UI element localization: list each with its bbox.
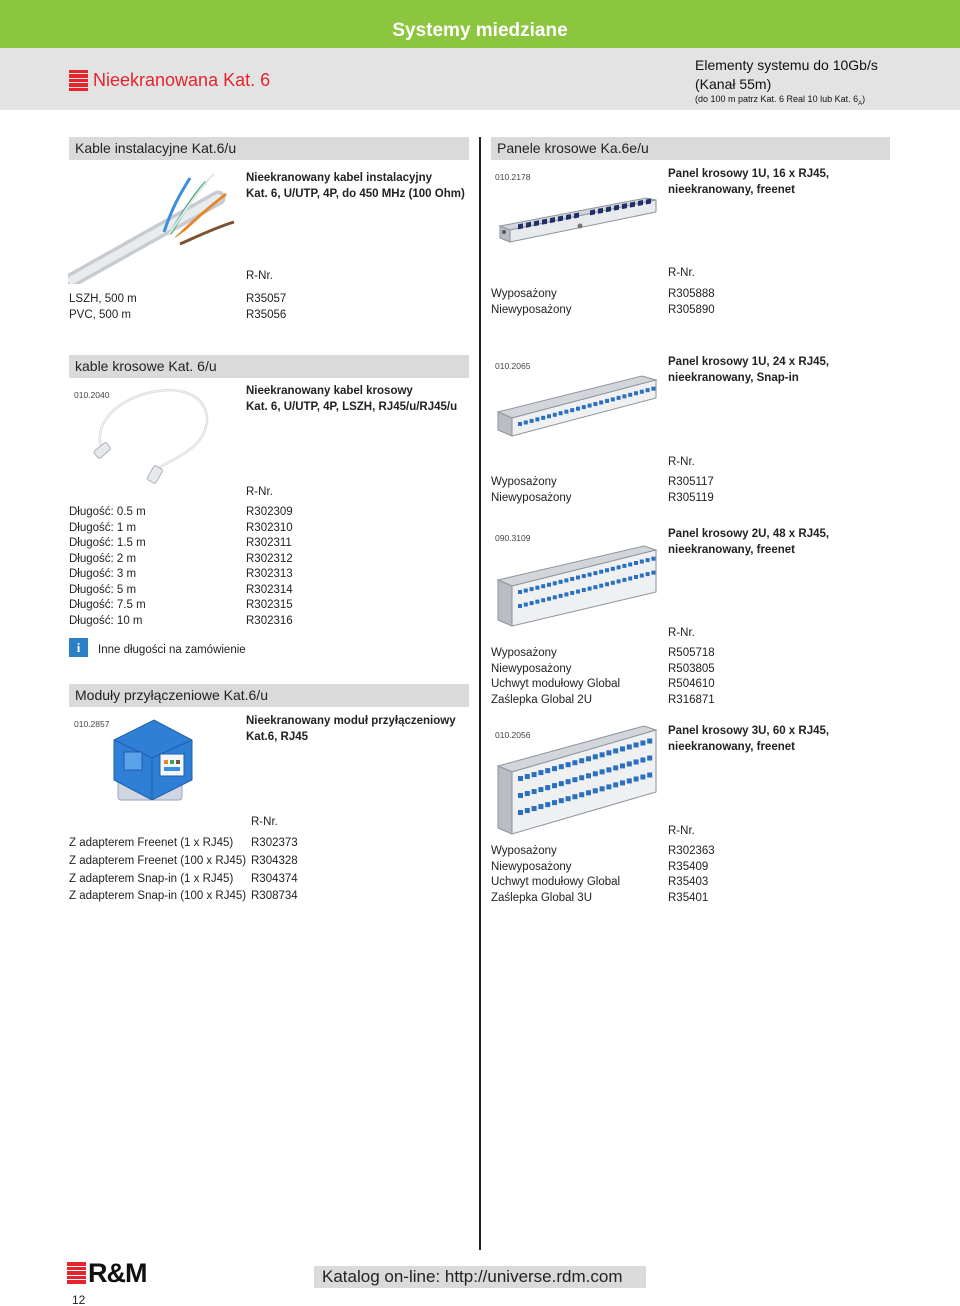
rj45-port-icon [525, 791, 530, 796]
patch-code: 010.2040 [74, 390, 110, 400]
rj45-port-icon [640, 775, 645, 780]
rj45-port-icon [547, 414, 551, 418]
rj45-port-icon [524, 589, 528, 593]
rj45-port-icon [535, 417, 539, 421]
panel4-codes: R302363 R35409 R35403 R35401 [668, 845, 715, 904]
panel4-code: 010.2056 [495, 730, 531, 740]
rj45-port-icon [579, 775, 584, 780]
rj45-port-icon [593, 402, 597, 406]
rj45-port-icon [564, 410, 568, 414]
rj45-port-icon [538, 787, 543, 792]
rj45-port-icon [634, 776, 639, 781]
rj45-port-icon [647, 739, 652, 744]
panel4-options: Wyposażony Niewyposażony Uchwyt modułowy Global Zaślepka Global 3U [491, 845, 621, 904]
rj45-port-icon [532, 806, 537, 811]
rj45-port-icon [518, 793, 523, 798]
rj45-port-icon [545, 802, 550, 807]
rj45-port-icon [606, 784, 611, 789]
rj45-port-icon [530, 587, 534, 591]
rj45-port-icon [524, 420, 528, 424]
rj45-port-icon [640, 560, 644, 564]
rj45-port-icon [651, 387, 655, 391]
rj45-port-icon [646, 558, 650, 562]
brand-stripes-icon [69, 70, 88, 91]
column-divider [479, 137, 481, 1250]
rj45-port-icon [622, 578, 626, 582]
brand-stripes-icon [67, 1262, 86, 1284]
banner-title: Systemy miedziane [392, 20, 568, 41]
modules-options: Z adapterem Freenet (1 x RJ45) Z adapterem Freenet (100 x RJ45) Z adapterem Snap-in (1 x RJ45) Z adapterem Snap-in (100 x RJ45) [69, 837, 247, 903]
rj45-port-icon [588, 587, 592, 591]
rj45-port-icon [530, 419, 534, 423]
rj45-port-icon [518, 810, 523, 815]
rj45-port-icon [518, 604, 522, 608]
installation-cable-image [68, 168, 240, 284]
cables-codes: R35057 R35056 [246, 293, 287, 321]
rj45-port-icon [552, 766, 557, 771]
patch-panel-24-image [494, 372, 660, 440]
rj45-port-icon [605, 399, 609, 403]
rj45-port-icon [606, 767, 611, 772]
panel1-options: Wyposażony Niewyposażony [491, 288, 572, 316]
rj45-port-icon [535, 586, 539, 590]
rj45-port-icon [570, 577, 574, 581]
rj45-port-icon [572, 794, 577, 799]
rj45-port-icon [559, 580, 563, 584]
rj45-port-icon [553, 413, 557, 417]
rj45-port-icon [582, 405, 586, 409]
rnr-label: R-Nr. [668, 825, 695, 837]
rj45-port-icon [634, 759, 639, 764]
panel4-description: Panel krosowy 3U, 60 x RJ45, nieekranowany, freenet [668, 725, 830, 753]
patch-lengths: Długość: 0.5 m Długość: 1 m Długość: 1.5 m Długość: 2 m Długość: 3 m Długość: 5 m Długość: 7.5 m Długość: 10 m [69, 506, 146, 627]
rj45-port-icon [579, 758, 584, 763]
rj45-port-icon [538, 770, 543, 775]
rj45-port-icon [600, 769, 605, 774]
rj45-port-icon [620, 746, 625, 751]
rj45-port-icon [600, 752, 605, 757]
rj45-port-icon [524, 603, 528, 607]
rj45-port-icon [613, 748, 618, 753]
patch-codes: R302309 R302310 R302311 R302312 R302313 R302314 R302315 R302316 [246, 506, 293, 627]
rj45-port-icon [570, 591, 574, 595]
rj45-port-icon [593, 571, 597, 575]
rj45-port-icon [634, 561, 638, 565]
rj45-port-icon [634, 575, 638, 579]
rj45-port-icon [640, 741, 645, 746]
rj45-port-icon [553, 595, 557, 599]
rj45-port-icon [620, 780, 625, 785]
rj45-port-icon [588, 404, 592, 408]
rj45-port-icon [611, 567, 615, 571]
panel2-code: 010.2065 [495, 361, 531, 371]
rj45-port-icon [634, 742, 639, 747]
rnr-label: R-Nr. [668, 267, 695, 279]
rj45-port-icon [559, 764, 564, 769]
modules-heading: Moduły przyłączeniowe Kat.6/u [69, 684, 469, 707]
rj45-port-icon [566, 762, 571, 767]
rj45-port-icon [622, 394, 626, 398]
section-title: Nieekranowana Kat. 6 [93, 70, 271, 90]
rj45-port-icon [586, 756, 591, 761]
rj45-port-icon [559, 781, 564, 786]
rj45-port-icon [586, 773, 591, 778]
rj45-port-icon [647, 773, 652, 778]
rj45-port-icon [576, 407, 580, 411]
system-note: (do 100 m patrz Kat. 6 Real 10 lub Kat. $6_A$) [695, 94, 866, 107]
rj45-port-icon [593, 771, 598, 776]
rj45-port-icon [559, 411, 563, 415]
rj45-port-icon [628, 562, 632, 566]
panel3-options: Wyposażony Niewyposażony Uchwyt modułowy Global Zaślepka Global 2U [491, 647, 621, 706]
katalog-link[interactable]: Katalog on-line: http://universe.rdm.com [314, 1266, 646, 1288]
rj45-port-icon [532, 789, 537, 794]
rj45-port-icon [640, 758, 645, 763]
rnr-label: R-Nr. [668, 456, 695, 468]
rj45-port-icon [620, 763, 625, 768]
patch-panel-48-image [494, 540, 660, 630]
rj45-port-icon [599, 570, 603, 574]
panel1-codes: R305888 R305890 [668, 288, 715, 316]
rnr-label: R-Nr. [246, 270, 273, 282]
rj45-port-icon [545, 768, 550, 773]
patch-heading: kable krosowe Kat. 6/u [69, 355, 469, 378]
rj45-port-icon [588, 573, 592, 577]
rj45-port-icon [606, 750, 611, 755]
patch-cable-image [88, 384, 220, 488]
rj45-port-icon [541, 416, 545, 420]
rj45-port-icon [600, 786, 605, 791]
rj45-port-icon [647, 756, 652, 761]
rj45-port-icon [611, 581, 615, 585]
system-title: Elementy systemu do 10Gb/s (Kanał 55m) [695, 57, 878, 92]
rnr-label: R-Nr. [246, 486, 273, 498]
rj45-port-icon [628, 576, 632, 580]
panel3-codes: R505718 R503805 R504610 R316871 [668, 647, 715, 706]
rj45-port-icon [613, 782, 618, 787]
rj45-port-icon [582, 588, 586, 592]
patch-panel-16-image [494, 190, 660, 250]
info-text: Inne długości na zamówienie [98, 644, 246, 656]
panel2-options: Wyposażony Niewyposażony [491, 476, 572, 504]
rj45-port-icon [518, 422, 522, 426]
info-icon: i [69, 638, 88, 657]
rj45-port-icon [651, 557, 655, 561]
rj45-port-icon [547, 597, 551, 601]
rj45-port-icon [518, 776, 523, 781]
rj45-port-icon [525, 808, 530, 813]
rj45-port-icon [611, 397, 615, 401]
rj45-port-icon [586, 790, 591, 795]
rj45-port-icon [566, 779, 571, 784]
rj45-port-icon [593, 788, 598, 793]
rj45-port-icon [617, 579, 621, 583]
panel2-codes: R305117 R305119 [668, 476, 714, 504]
rj45-port-icon [535, 600, 539, 604]
rj45-port-icon [564, 592, 568, 596]
rj45-port-icon [564, 578, 568, 582]
rj45-port-icon [627, 778, 632, 783]
modules-codes: R302373 R304328 R304374 R308734 [251, 837, 298, 903]
rj45-port-icon [613, 765, 618, 770]
rj45-port-icon [572, 777, 577, 782]
rj45-port-icon [541, 598, 545, 602]
rj45-port-icon [576, 590, 580, 594]
rj45-port-icon [576, 576, 580, 580]
rj45-port-icon [634, 391, 638, 395]
rj45-port-icon [566, 796, 571, 801]
rj45-port-icon [646, 572, 650, 576]
rj45-port-icon [552, 783, 557, 788]
panel1-code: 010.2178 [495, 172, 531, 182]
rj45-port-icon [593, 585, 597, 589]
rj45-port-icon [532, 772, 537, 777]
rj45-port-icon [640, 390, 644, 394]
connection-module-image [104, 712, 200, 806]
rj45-port-icon [547, 583, 551, 587]
panels-heading: Panele krosowe Ka.6e/u [491, 137, 890, 160]
rnr-label: R-Nr. [251, 816, 278, 828]
page-number: 12 [72, 1293, 86, 1306]
rj45-port-icon [646, 388, 650, 392]
rj45-port-icon [599, 400, 603, 404]
rj45-port-icon [553, 581, 557, 585]
cables-heading: Kable instalacyjne Kat.6/u [69, 137, 469, 160]
modules-description: Nieekranowany moduł przyłączeniowy Kat.6, RJ45 [246, 715, 456, 743]
rj45-port-icon [651, 571, 655, 575]
rj45-port-icon [622, 564, 626, 568]
panel2-description: Panel krosowy 1U, 24 x RJ45, nieekranowany, Snap-in [668, 356, 830, 384]
rj45-port-icon [572, 760, 577, 765]
rj45-port-icon [617, 396, 621, 400]
rj45-port-icon [582, 574, 586, 578]
rj45-port-icon [640, 574, 644, 578]
rj45-port-icon [570, 408, 574, 412]
rj45-port-icon [525, 774, 530, 779]
rj45-port-icon [559, 798, 564, 803]
rj45-port-icon [545, 785, 550, 790]
rj45-port-icon [552, 800, 557, 805]
panel3-code: 090.3109 [495, 533, 531, 543]
rj45-port-icon [579, 792, 584, 797]
rm-logo: R&M [88, 1258, 147, 1288]
panel1-description: Panel krosowy 1U, 16 x RJ45, nieekranowany, freenet [668, 168, 830, 196]
rj45-port-icon [599, 584, 603, 588]
rj45-port-icon [605, 568, 609, 572]
rj45-port-icon [617, 565, 621, 569]
rj45-port-icon [530, 601, 534, 605]
rj45-port-icon [605, 582, 609, 586]
cables-options: LSZH, 500 m PVC, 500 m [69, 293, 137, 321]
rj45-port-icon [559, 594, 563, 598]
rj45-port-icon [518, 590, 522, 594]
rj45-port-icon [628, 393, 632, 397]
patch-panel-60-image [494, 722, 660, 838]
rj45-port-icon [541, 584, 545, 588]
modules-code: 010.2857 [74, 719, 110, 729]
panel3-description: Panel krosowy 2U, 48 x RJ45, nieekranowany, freenet [668, 528, 830, 556]
rj45-port-icon [538, 804, 543, 809]
rj45-port-icon [627, 744, 632, 749]
rj45-port-icon [593, 754, 598, 759]
rj45-port-icon [627, 761, 632, 766]
cables-description: Nieekranowany kabel instalacyjny Kat. 6, U/UTP, 4P, do 450 MHz (100 Ohm) [246, 172, 465, 200]
rnr-label: R-Nr. [668, 627, 695, 639]
patch-description: Nieekranowany kabel krosowy Kat. 6, U/UTP, 4P, LSZH, RJ45/u/RJ45/u [246, 385, 458, 413]
